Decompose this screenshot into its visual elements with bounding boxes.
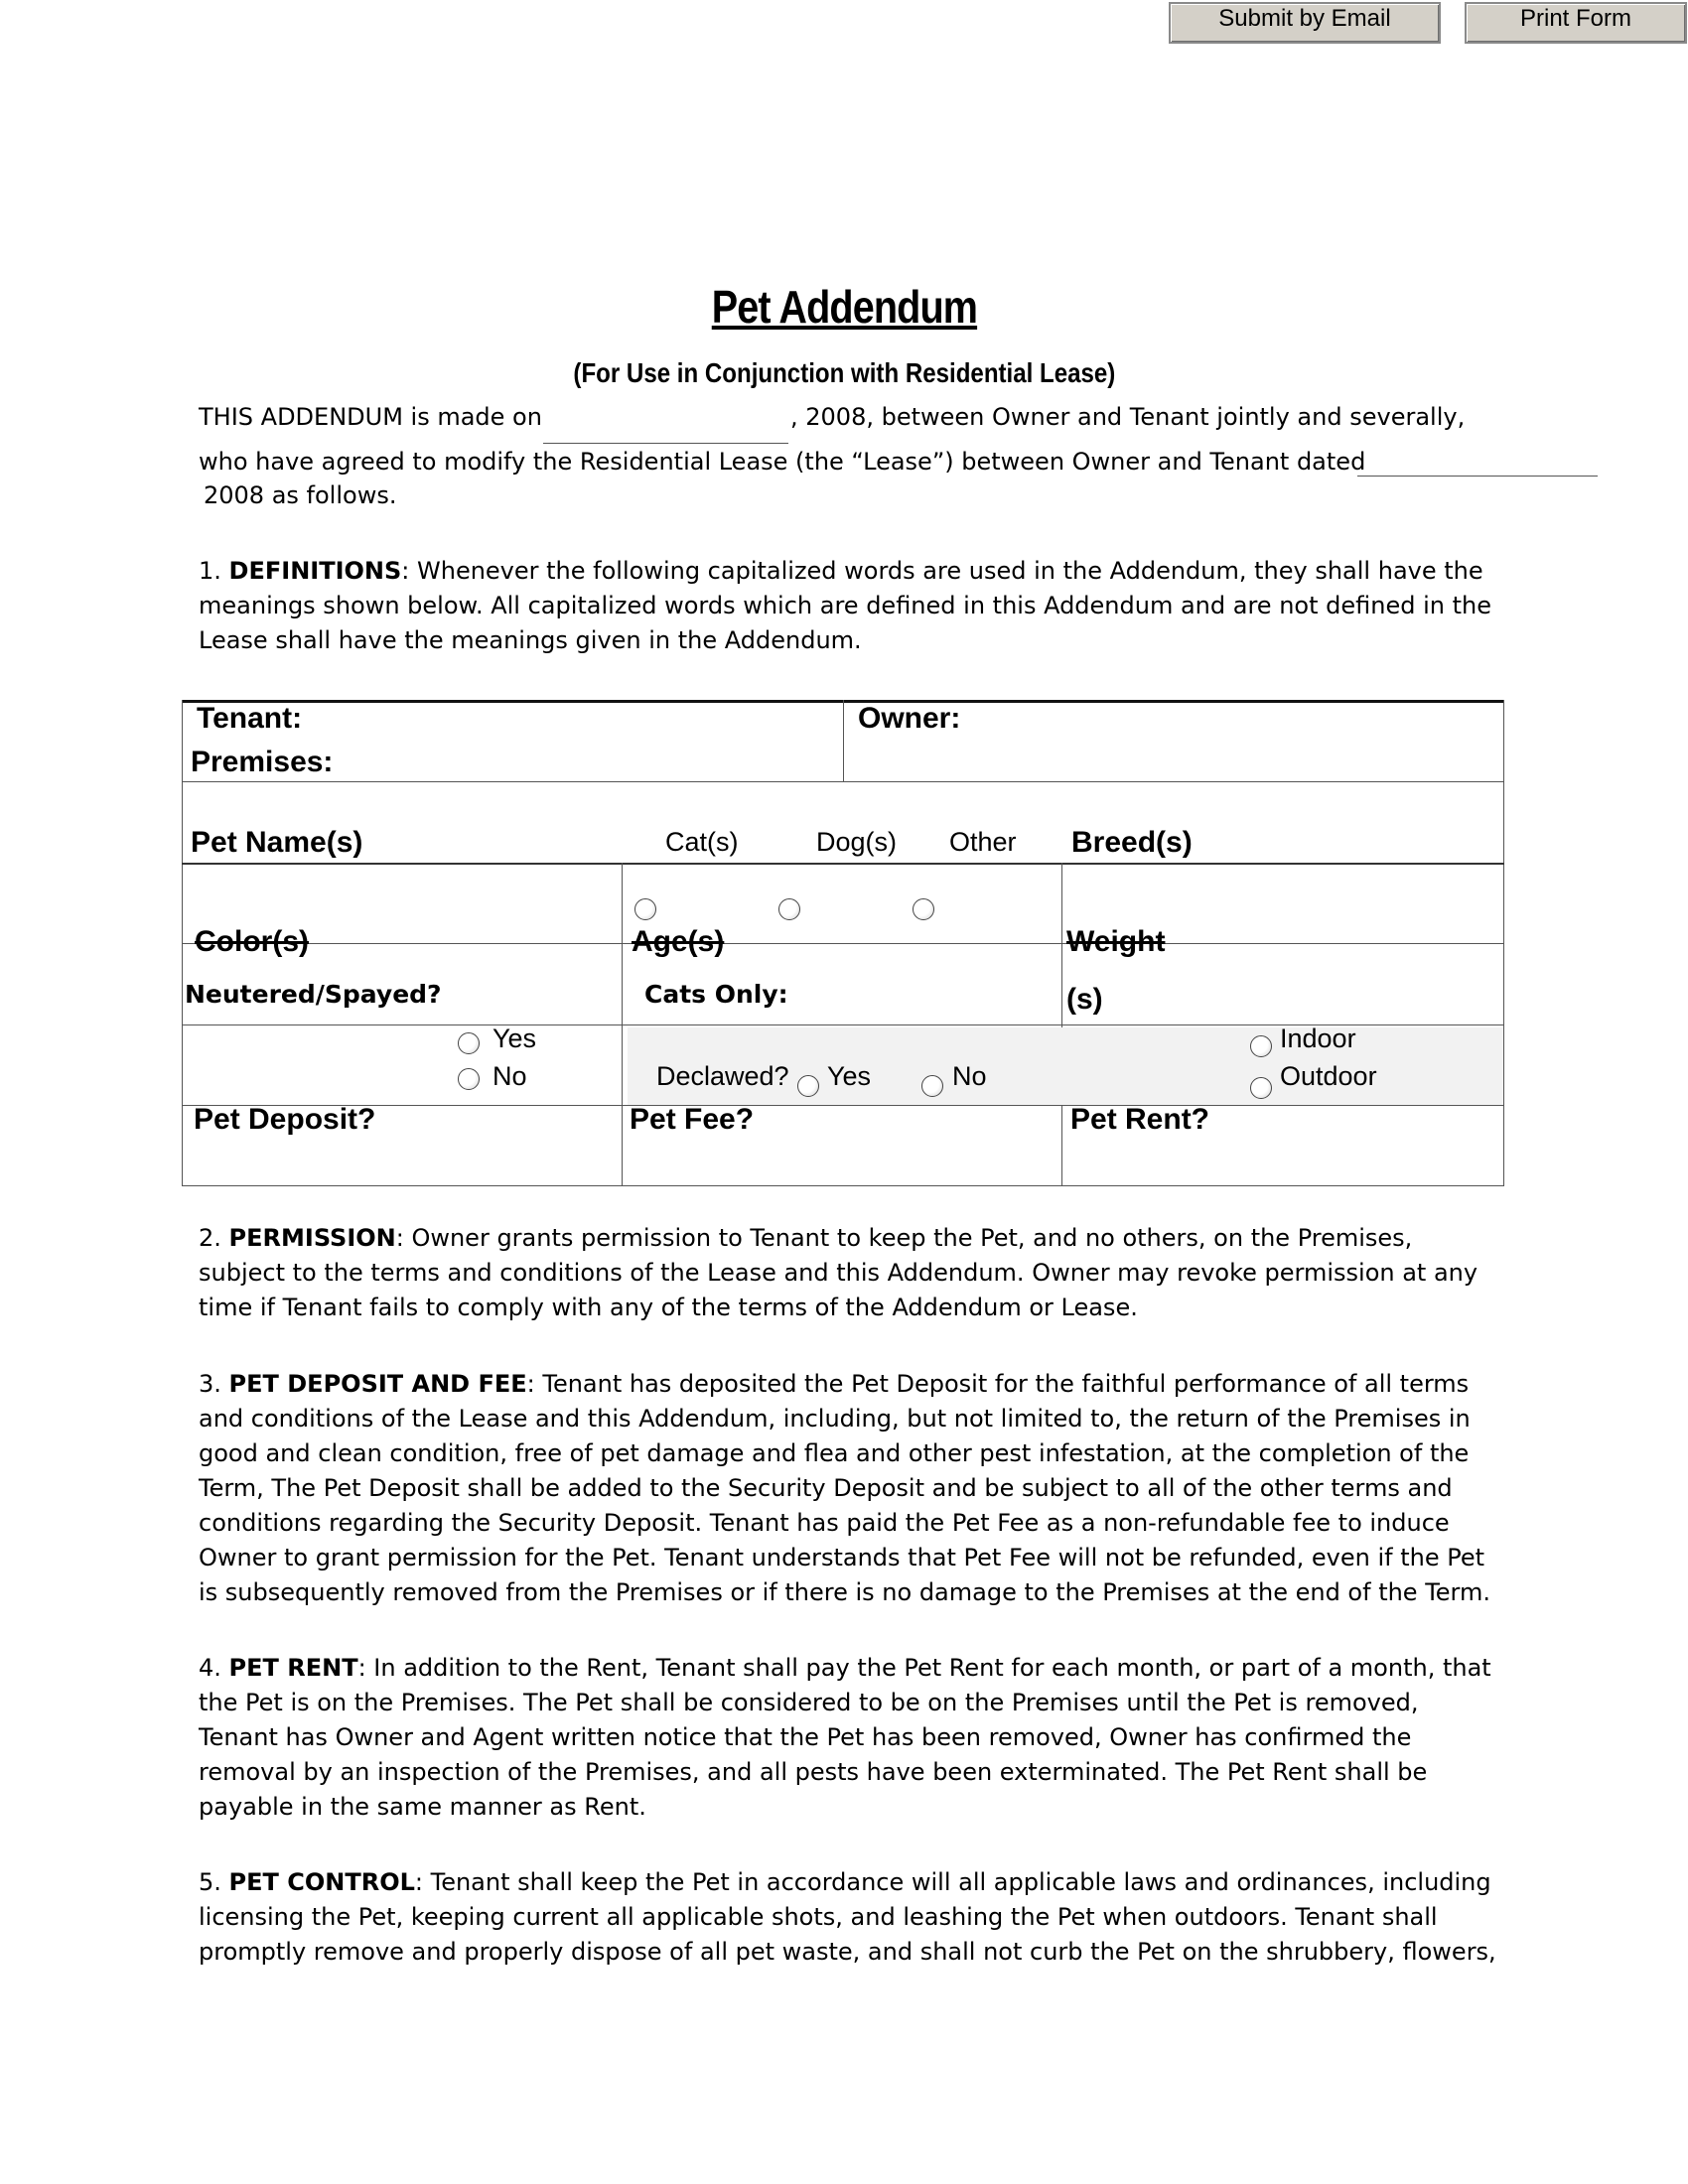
section-heading: PET RENT <box>228 1654 358 1682</box>
cats-label: Cat(s) <box>665 827 739 857</box>
section-text: : Tenant has deposited the Pet Deposit for the faithful performance of all terms and conditions of the Lease and this Addendum, including, but not limited to, the return of the Premises in good and clean condition, free of pet damage and flea and other pest infestation, at the completion of the Term, The Pet Deposit shall be added to the Security Deposit and be subject to all of the other terms and conditions regarding the Security Deposit. Tenant has paid the Pet Fee as a non-refundable fee to induce Owner to grant permission for the Pet. Tenant understands that Pet Fee will not be refunded, even if the Pet is subsequently removed from the Premises or if there is no damage to the Premises at the end of the Term. <box>199 1370 1491 1606</box>
section-heading: PET DEPOSIT AND FEE <box>228 1370 527 1398</box>
indoor-label: Indoor <box>1280 1024 1356 1053</box>
section-text: : Owner grants permission to Tenant to keep the Pet, and no others, on the Premises, subject to the terms and conditions of the Lease and this Addendum. Owner may revoke permission at any time if Tenant fails to comply with any of the terms of the Addendum or Lease. <box>199 1224 1478 1321</box>
section-number: 5. <box>199 1868 221 1896</box>
neutered-no-label: No <box>492 1061 527 1091</box>
neutered-yes-radio[interactable] <box>458 1032 480 1054</box>
section-number: 4. <box>199 1654 221 1682</box>
cats-only-label: Cats Only: <box>644 980 788 1009</box>
section-number: 1. <box>199 557 221 585</box>
table-divider <box>182 943 1504 944</box>
indoor-radio[interactable] <box>1250 1035 1272 1057</box>
document-subtitle: (For Use in Conjunction with Residential Lease) <box>573 357 1115 388</box>
section-definitions <box>199 554 1499 658</box>
outdoor-label: Outdoor <box>1280 1061 1377 1091</box>
intro-line1-b: , 2008, between Owner and Tenant jointly and severally, <box>790 403 1466 431</box>
neutered-no-radio[interactable] <box>458 1068 480 1090</box>
pet-type-other-radio[interactable] <box>913 898 934 920</box>
table-divider <box>843 700 844 781</box>
section-heading: PERMISSION <box>228 1224 396 1252</box>
section-text: : Tenant shall keep the Pet in accordance will all applicable laws and ordinances, including licensing the Pet, keeping current all applicable shots, and leashing the Pet when outdoors. Tenant shall promptly remove and properly dispose of all pet waste, and shall not curb the Pet on the shrubbery, flowers, <box>199 1868 1496 1966</box>
document-title: Pet Addendum <box>711 281 977 333</box>
pet-names-label: Pet Name(s) <box>191 826 363 859</box>
table-divider <box>182 781 1504 782</box>
section-heading: PET CONTROL <box>228 1868 415 1896</box>
table-divider <box>182 1105 1504 1106</box>
weight-label: Weight <box>1066 925 1166 958</box>
lease-date-field[interactable] <box>1357 476 1598 477</box>
pet-type-cat-radio[interactable] <box>634 898 656 920</box>
declawed-yes-radio[interactable] <box>797 1075 819 1097</box>
colors-label: Color(s) <box>195 925 309 958</box>
declawed-no-label: No <box>952 1061 987 1091</box>
document-title-wrap <box>0 280 1688 334</box>
breeds-label: Breed(s) <box>1071 826 1193 859</box>
declawed-label: Declawed? <box>656 1061 789 1091</box>
dogs-label: Dog(s) <box>816 827 898 857</box>
table-divider <box>182 863 1504 865</box>
neutered-label: Neutered/Spayed? <box>185 980 442 1009</box>
declawed-no-radio[interactable] <box>921 1075 943 1097</box>
other-label: Other <box>949 827 1017 857</box>
pet-rent-label: Pet Rent? <box>1070 1103 1210 1136</box>
owner-label: Owner: <box>858 702 961 735</box>
section-text: : In addition to the Rent, Tenant shall pay the Pet Rent for each month, or part of a month, that the Pet is on the Premises. The Pet shall be considered to be on the Premises until the Pet is removed, Tenant has Owner and Agent written notice that the Pet has been removed, Owner has confirmed the removal by an inspection of the Premises, and all pests have been exterminated. The Pet Rent shall be payable in the same manner as Rent. <box>199 1654 1491 1821</box>
section-number: 3. <box>199 1370 221 1398</box>
outdoor-radio[interactable] <box>1250 1077 1272 1099</box>
document-subtitle-wrap <box>0 357 1688 389</box>
print-form-button[interactable]: Print Form <box>1465 2 1687 44</box>
tenant-label: Tenant: <box>197 702 303 735</box>
intro-line3: 2008 as follows. <box>204 481 397 509</box>
pet-type-dog-radio[interactable] <box>778 898 800 920</box>
section-permission <box>199 1221 1499 1325</box>
table-bottom-border <box>182 1185 1504 1186</box>
neutered-yes-label: Yes <box>492 1024 537 1053</box>
section-pet-rent <box>199 1651 1499 1825</box>
intro-line2: who have agreed to modify the Residential Lease (the “Lease”) between Owner and Tenant dated <box>199 448 1366 476</box>
section-pet-deposit-fee <box>199 1367 1499 1610</box>
section-heading: DEFINITIONS <box>228 557 402 585</box>
weight-suffix-label: (s) <box>1066 983 1103 1016</box>
pet-deposit-label: Pet Deposit? <box>194 1103 376 1136</box>
section-number: 2. <box>199 1224 221 1252</box>
declawed-yes-label: Yes <box>827 1061 872 1091</box>
submit-by-email-button[interactable]: Submit by Email <box>1169 2 1441 44</box>
pet-fee-label: Pet Fee? <box>630 1103 755 1136</box>
intro-line1-a: THIS ADDENDUM is made on <box>199 403 542 431</box>
premises-label: Premises: <box>191 746 334 778</box>
addendum-date-field[interactable] <box>543 443 788 444</box>
section-text: : Whenever the following capitalized words are used in the Addendum, they shall have the meanings shown below. All capitalized words which are defined in this Addendum and are not defined in the Lease shall have the meanings given in the Addendum. <box>199 557 1491 654</box>
section-pet-control <box>199 1865 1499 1970</box>
ages-label: Age(s) <box>632 925 725 958</box>
